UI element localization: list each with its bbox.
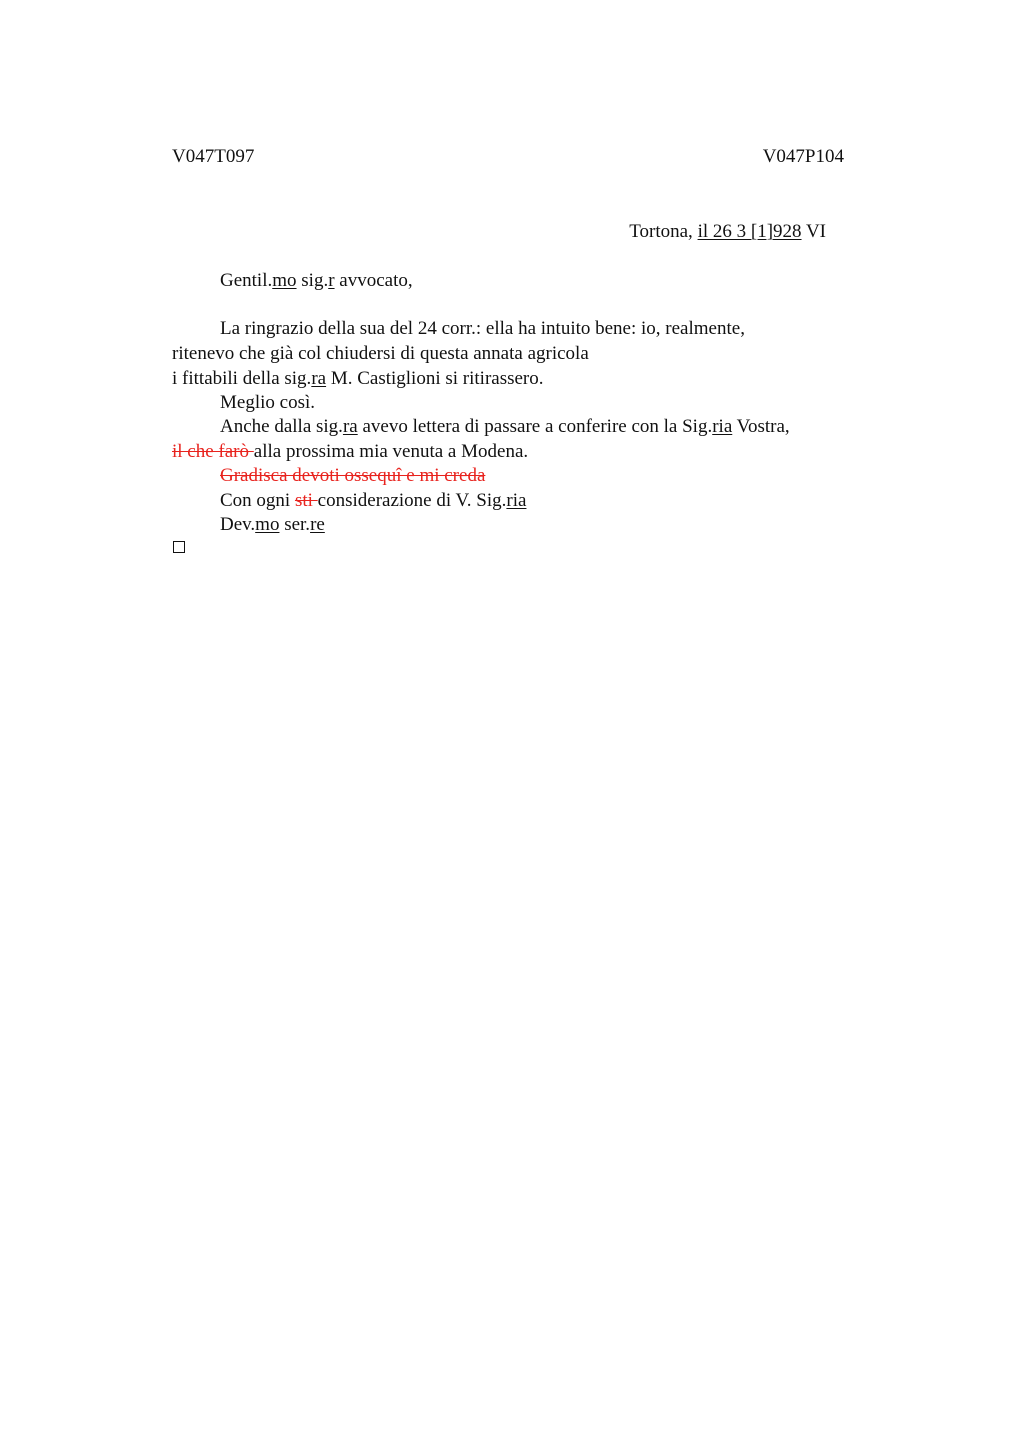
body-text: ser. [279,514,311,535]
body-line-2: ritenevo che già col chiudersi di questa annata agricola [172,343,589,364]
body-line-1: La ringrazio della sua del 24 corr.: ella ha intuito bene: io, realmente, [220,318,745,339]
abbreviation-suffix: re [310,514,325,535]
dateline-date: il 26 3 [1]928 [697,221,802,242]
body-text: M. Castiglioni si ritirassero. [326,368,544,389]
body-line-4: Meglio così. [220,392,315,413]
body-text: Dev. [220,514,256,535]
document-code-left: V047T097 [172,146,255,167]
abbreviation-suffix: r [328,270,335,291]
body-text: i fittabili della sig. [172,368,312,389]
body-text: Anche dalla sig. [220,416,343,437]
deleted-closing-line: Gradisca devoti ossequî e mi creda [220,465,486,486]
abbreviation-suffix: mo [255,514,280,535]
signature-line [220,514,325,536]
salutation-text: Gentil. [220,270,273,291]
salutation-text: sig. [296,270,329,291]
body-text: considerazione di V. Sig. [317,490,507,511]
abbreviation-suffix: ria [712,416,733,437]
dateline-era: VI [801,221,826,242]
body-line-6 [172,441,528,463]
abbreviation-suffix: ra [311,368,327,389]
empty-checkbox-glyph [173,541,185,553]
salutation [220,270,413,292]
body-text: avevo lettera di passare a conferire con la Sig. [357,416,713,437]
body-line-3 [172,368,544,390]
body-text: Con ogni [220,490,295,511]
abbreviation-suffix: ra [342,416,358,437]
letter-page [172,0,844,1450]
body-line-5 [220,416,790,438]
deleted-text: sti [294,490,318,511]
body-text: Vostra, [732,416,790,437]
closing-line [220,490,526,512]
document-code-right: V047P104 [762,146,844,167]
salutation-text: avvocato, [334,270,413,291]
dateline-place: Tortona, [629,221,698,242]
body-text: alla prossima mia venuta a Modena. [253,441,529,462]
dateline [629,221,826,243]
abbreviation-suffix: mo [272,270,297,291]
abbreviation-suffix: ria [506,490,527,511]
deleted-text: il che farò [172,441,254,462]
